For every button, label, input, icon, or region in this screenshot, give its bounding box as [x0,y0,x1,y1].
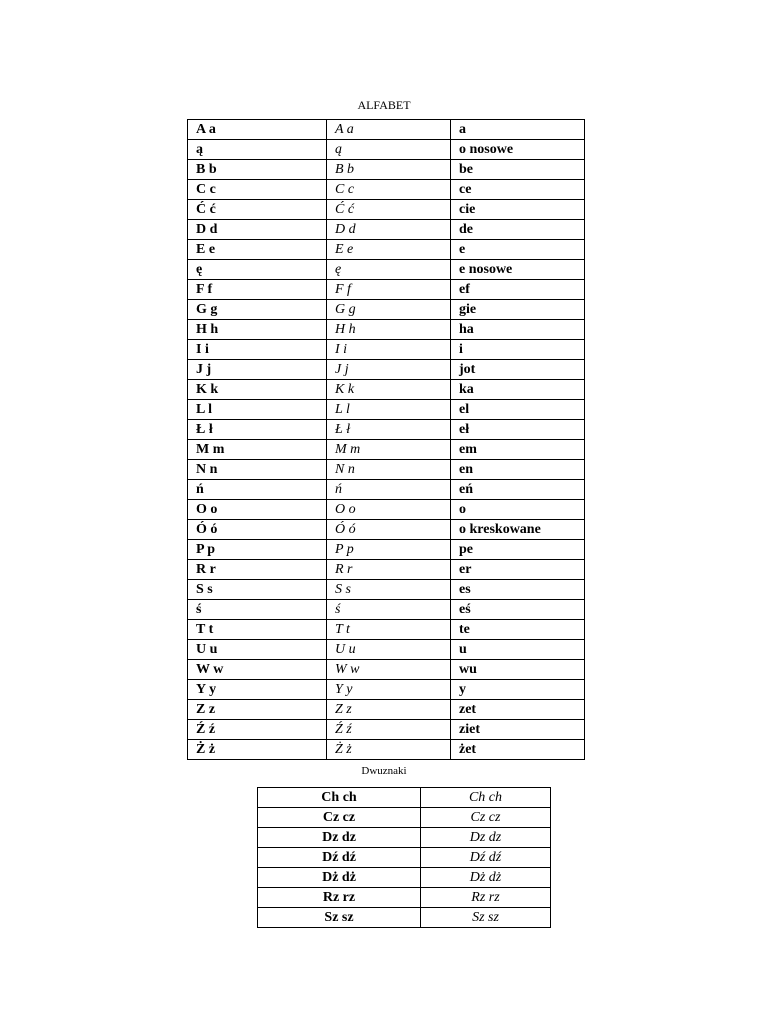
digraph-row [258,848,551,868]
digraph-print: Ch ch [258,788,421,808]
letter-italic: I i [327,340,451,360]
letter-print: Ż ż [188,740,327,760]
digraph-row [258,808,551,828]
letter-name: zet [451,700,585,720]
letter-name: eś [451,600,585,620]
digraphs-title: Dwuznaki [361,765,407,777]
letter-name: be [451,160,585,180]
letter-italic: A a [327,120,451,140]
alphabet-row [188,520,585,540]
letter-print: Ć ć [188,200,327,220]
letter-name: u [451,640,585,660]
letter-print: Ó ó [188,520,327,540]
letter-italic: W w [327,660,451,680]
digraph-print: Dź dź [258,848,421,868]
letter-print: ą [188,140,327,160]
alphabet-row [188,140,585,160]
letter-print: ę [188,260,327,280]
letter-print: I i [188,340,327,360]
letter-print: O o [188,500,327,520]
digraph-print: Sz sz [258,908,421,928]
letter-italic: Ł ł [327,420,451,440]
letter-italic: L l [327,400,451,420]
alphabet-row [188,280,585,300]
digraph-row [258,868,551,888]
alphabet-row [188,700,585,720]
letter-italic: O o [327,500,451,520]
letter-name: eł [451,420,585,440]
digraph-italic: Dź dź [421,848,551,868]
letter-name: el [451,400,585,420]
alphabet-row [188,180,585,200]
letter-italic: S s [327,580,451,600]
alphabet-row [188,660,585,680]
letter-print: W w [188,660,327,680]
letter-name: eń [451,480,585,500]
digraph-italic: Cz cz [421,808,551,828]
alphabet-row [188,580,585,600]
letter-print: N n [188,460,327,480]
letter-italic: D d [327,220,451,240]
letter-italic: C c [327,180,451,200]
letter-italic: Ż ż [327,740,451,760]
alphabet-row [188,540,585,560]
alphabet-row [188,620,585,640]
letter-italic: U u [327,640,451,660]
letter-print: P p [188,540,327,560]
letter-name: ce [451,180,585,200]
letter-print: Ł ł [188,420,327,440]
digraph-row [258,788,551,808]
letter-italic: Z z [327,700,451,720]
letter-name: e nosowe [451,260,585,280]
alphabet-row [188,420,585,440]
letter-name: gie [451,300,585,320]
letter-name: es [451,580,585,600]
letter-italic: K k [327,380,451,400]
letter-italic: ń [327,480,451,500]
letter-print: H h [188,320,327,340]
letter-name: em [451,440,585,460]
alphabet-row [188,500,585,520]
letter-italic: ą [327,140,451,160]
letter-italic: T t [327,620,451,640]
digraph-print: Dz dz [258,828,421,848]
alphabet-row [188,740,585,760]
letter-name: o kreskowane [451,520,585,540]
digraph-italic: Rz rz [421,888,551,908]
letter-print: D d [188,220,327,240]
digraph-print: Cz cz [258,808,421,828]
digraph-print: Rz rz [258,888,421,908]
letter-italic: N n [327,460,451,480]
letter-name: e [451,240,585,260]
digraph-italic: Dż dż [421,868,551,888]
letter-print: R r [188,560,327,580]
letter-italic: P p [327,540,451,560]
alphabet-row [188,340,585,360]
alphabet-row [188,720,585,740]
letter-name: wu [451,660,585,680]
letter-italic: B b [327,160,451,180]
letter-italic: H h [327,320,451,340]
letter-print: U u [188,640,327,660]
letter-print: E e [188,240,327,260]
letter-italic: G g [327,300,451,320]
letter-name: de [451,220,585,240]
letter-print: Ź ź [188,720,327,740]
letter-name: o [451,500,585,520]
letter-print: ś [188,600,327,620]
alphabet-row [188,460,585,480]
alphabet-row [188,320,585,340]
letter-italic: ę [327,260,451,280]
letter-italic: Ć ć [327,200,451,220]
letter-name: a [451,120,585,140]
letter-print: M m [188,440,327,460]
alphabet-row [188,160,585,180]
digraph-row [258,888,551,908]
alphabet-table [187,119,585,760]
digraph-row [258,828,551,848]
alphabet-row [188,240,585,260]
digraphs-table [257,787,551,928]
letter-name: żet [451,740,585,760]
alphabet-row [188,400,585,420]
letter-print: Z z [188,700,327,720]
alphabet-row [188,200,585,220]
letter-name: te [451,620,585,640]
letter-print: J j [188,360,327,380]
letter-print: S s [188,580,327,600]
letter-print: ń [188,480,327,500]
letter-italic: R r [327,560,451,580]
page-title: ALFABET [357,98,411,112]
alphabet-row [188,220,585,240]
letter-name: ziet [451,720,585,740]
alphabet-row [188,680,585,700]
letter-italic: E e [327,240,451,260]
letter-print: B b [188,160,327,180]
letter-print: F f [188,280,327,300]
letter-italic: Ź ź [327,720,451,740]
alphabet-row [188,120,585,140]
letter-italic: J j [327,360,451,380]
letter-name: ka [451,380,585,400]
digraph-row [258,908,551,928]
letter-italic: Ó ó [327,520,451,540]
digraph-italic: Ch ch [421,788,551,808]
letter-italic: F f [327,280,451,300]
letter-name: o nosowe [451,140,585,160]
letter-italic: ś [327,600,451,620]
letter-name: cie [451,200,585,220]
letter-print: K k [188,380,327,400]
alphabet-row [188,360,585,380]
letter-name: en [451,460,585,480]
alphabet-row [188,440,585,460]
letter-print: G g [188,300,327,320]
alphabet-row [188,640,585,660]
digraph-italic: Sz sz [421,908,551,928]
letter-name: i [451,340,585,360]
letter-name: jot [451,360,585,380]
alphabet-row [188,380,585,400]
digraph-italic: Dz dz [421,828,551,848]
letter-italic: M m [327,440,451,460]
alphabet-row [188,560,585,580]
letter-print: A a [188,120,327,140]
digraph-print: Dż dż [258,868,421,888]
letter-name: er [451,560,585,580]
letter-name: ef [451,280,585,300]
letter-italic: Y y [327,680,451,700]
letter-print: T t [188,620,327,640]
letter-name: y [451,680,585,700]
alphabet-row [188,260,585,280]
alphabet-row [188,300,585,320]
letter-print: L l [188,400,327,420]
letter-name: ha [451,320,585,340]
alphabet-row [188,600,585,620]
letter-name: pe [451,540,585,560]
letter-print: Y y [188,680,327,700]
alphabet-row [188,480,585,500]
letter-print: C c [188,180,327,200]
